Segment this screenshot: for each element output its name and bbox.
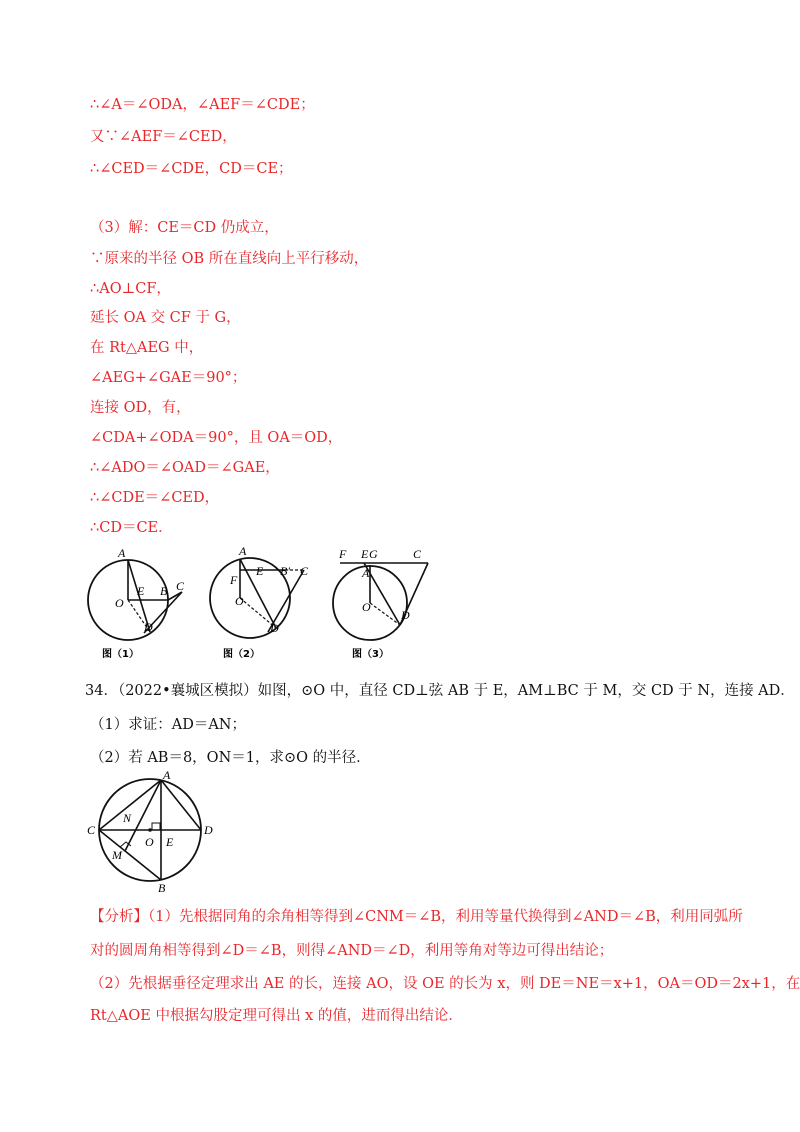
fig1-label-o: O <box>115 596 124 610</box>
fig3-label-o: O <box>362 600 371 614</box>
fig3-label-g: G <box>369 547 378 561</box>
figure-3 <box>328 540 458 663</box>
solution-line: ∴∠A＝∠ODA，∠AEF＝∠CDE； <box>90 97 315 113</box>
fig3-label-a: A <box>362 566 370 580</box>
solution-line: 又∵∠AEF＝∠CED， <box>90 129 237 145</box>
fig3-label-e: E <box>361 547 369 561</box>
solution-line: ∠CDA+∠ODA＝90°，且 OA＝OD， <box>90 430 343 446</box>
problem-34-figure <box>85 768 225 898</box>
p34-label-d: D <box>204 823 213 837</box>
p34-label-m: M <box>112 848 122 862</box>
fig2-label-c: C <box>300 564 309 578</box>
fig1-label-a: A <box>118 546 126 560</box>
analysis-line: Rt△AOE 中根据勾股定理可得出 x 的值，进而得出结论． <box>90 1008 463 1024</box>
solution-line: ∴∠CED＝∠CDE，CD＝CE； <box>90 161 293 177</box>
fig3-caption: 图（3） <box>352 649 389 660</box>
solution-line: ∴AO⊥CF， <box>90 281 171 297</box>
fig3-label-c: C <box>413 547 422 561</box>
figure-2 <box>200 540 330 663</box>
fig2-label-f: F <box>230 573 238 587</box>
fig1-caption: 图（1） <box>102 649 139 660</box>
problem-34-q1: （1）求证：AD＝AN； <box>90 717 246 733</box>
p34-label-b: B <box>158 881 166 895</box>
problem-34-stem: 34．（2022•襄城区模拟）如图，⊙O 中，直径 CD⊥弦 AB 于 E，AM⊥BC 于 M，交 CD 于 N，连接 AD． <box>85 683 795 699</box>
fig2-label-o: O <box>235 594 244 608</box>
solution-line: ∴∠ADO＝∠OAD＝∠GAE， <box>90 460 280 476</box>
fig2-caption: 图（2） <box>223 649 260 660</box>
figure-1 <box>80 545 210 663</box>
solution-line: ∠AEG+∠GAE＝90°； <box>90 370 247 386</box>
problem-34-q2: （2）若 AB＝8，ON＝1，求⊙O 的半径． <box>90 750 371 766</box>
fig2-label-d: D <box>270 621 279 635</box>
fig2-label-e: E <box>256 564 264 578</box>
fig3-label-f: F <box>339 547 347 561</box>
solution-line: ∵原来的半径 OB 所在直线向上平行移动， <box>90 251 369 267</box>
fig1-label-c: C <box>176 579 185 593</box>
solution-line: ∴∠CDE＝∠CED， <box>90 490 220 506</box>
analysis-line: 对的圆周角相等得到∠D＝∠B，则得∠AND＝∠D，利用等角对等边可得出结论； <box>90 943 614 959</box>
fig3-label-d: D <box>401 608 410 622</box>
analysis-line: 【分析】（1）先根据同角的余角相等得到∠CNM＝∠B，利用等量代换得到∠AND＝∠B，利用同弧所 <box>90 909 743 925</box>
fig1-label-d: D <box>144 620 153 634</box>
p34-label-n: N <box>123 811 132 825</box>
fig2-label-a: A <box>239 544 247 558</box>
solution-line: 延长 OA 交 CF 于 G， <box>90 310 241 326</box>
p34-label-c: C <box>87 823 96 837</box>
solution-line: （3）解：CE＝CD 仍成立， <box>90 220 279 236</box>
fig2-label-b: B′ <box>280 564 290 578</box>
p34-label-e: E <box>166 835 174 849</box>
fig1-label-e: E <box>137 584 145 598</box>
p34-label-a: A <box>163 768 171 782</box>
solution-line: 连接 OD，有， <box>90 400 191 416</box>
solution-line: ∴CD＝CE． <box>90 520 173 536</box>
p34-label-o: O <box>145 835 154 849</box>
fig1-label-b: B <box>160 584 168 598</box>
analysis-line: （2）先根据垂径定理求出 AE 的长，连接 AO，设 OE 的长为 x，则 DE＝NE＝x+1，OA＝OD＝2x+1，在 <box>90 976 800 992</box>
solution-line: 在 Rt△AEG 中， <box>90 340 204 356</box>
